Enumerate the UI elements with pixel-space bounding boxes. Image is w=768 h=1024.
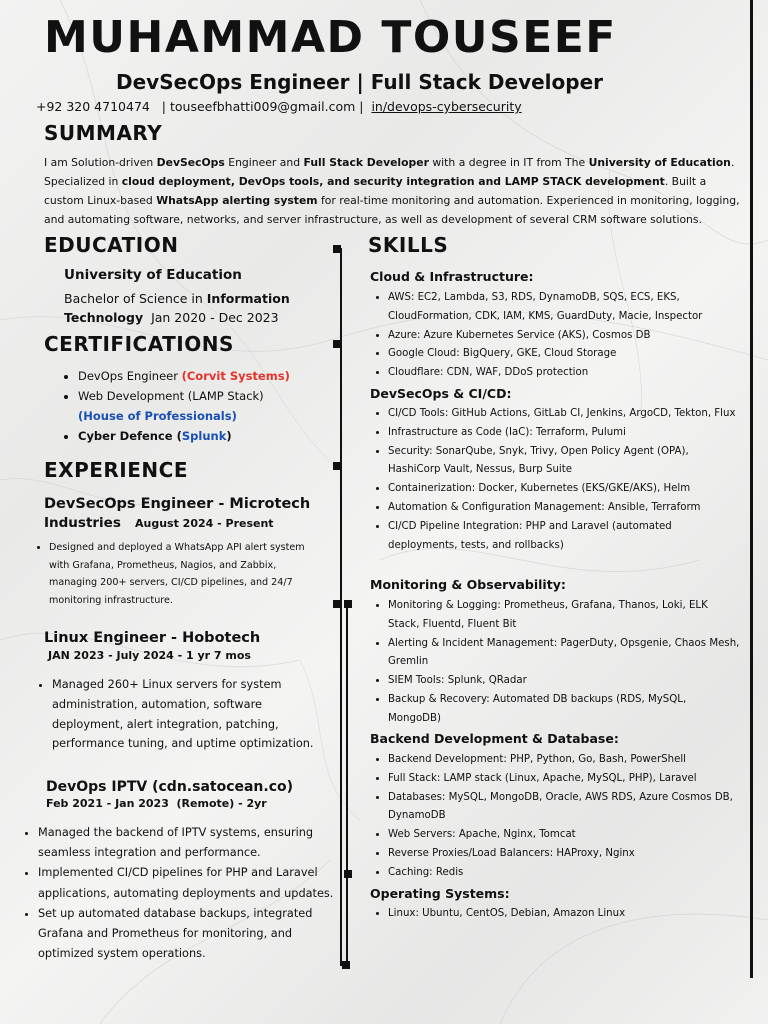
skill-group-list <box>370 289 740 383</box>
job-dates: Feb 2021 - Jan 2023 (Remote) - 2yr <box>46 797 267 810</box>
skill-item: • AWS: EC2, Lambda, S3, RDS, DynamoDB, SQS, ECS, EKS, CloudFormation, CDK, IAM, KMS, GuardDuty, Macie, Inspector <box>388 289 740 327</box>
contact-separator: | <box>161 99 166 114</box>
skill-item: • Monitoring & Logging: Prometheus, Grafana, Thanos, Loki, ELK Stack, Fluentd, Fluent Bit <box>388 597 740 635</box>
education-heading: EDUCATION <box>44 233 179 257</box>
certification-item: • Web Development (LAMP Stack) (House of Professionals) <box>78 386 330 426</box>
job-bullets <box>20 823 338 964</box>
contact-line <box>36 99 522 114</box>
job-title: DevSecOps Engineer - Microtech <box>44 496 311 512</box>
timeline-line-secondary <box>346 604 348 966</box>
skill-group-title: DevSecOps & CI/CD: <box>370 386 512 401</box>
timeline-marker <box>333 462 341 470</box>
email-link[interactable]: touseefbhatti009@gmail.com <box>169 99 356 114</box>
skill-item: • Full Stack: LAMP stack (Linux, Apache, MySQL, PHP), Laravel <box>388 770 740 789</box>
contact-separator: | <box>359 99 364 114</box>
summary-heading: SUMMARY <box>44 121 163 145</box>
right-border-bar <box>750 0 753 978</box>
candidate-role: DevSecOps Engineer | Full Stack Developer <box>116 70 604 94</box>
skill-group-title: Backend Development & Database: <box>370 731 619 746</box>
job-title: Industries August 2024 - Present <box>44 515 274 531</box>
skill-group-title: Cloud & Infrastructure: <box>370 269 534 284</box>
skill-item: • Web Servers: Apache, Nginx, Tomcat <box>388 826 740 845</box>
certification-item: • Cyber Defence (Splunk) <box>78 426 330 446</box>
skill-group-title: Operating Systems: <box>370 886 510 901</box>
skill-item: • Automation & Configuration Management: Ansible, Terraform <box>388 499 740 518</box>
job-bullet: • Set up automated database backups, integrated Grafana and Prometheus for monitoring, and optimized system operations. <box>38 904 338 965</box>
certification-item: • DevOps Engineer (Corvit Systems) <box>78 366 330 386</box>
skill-item: • Containerization: Docker, Kubernetes (EKS/GKE/AKS), Helm <box>388 480 740 499</box>
linkedin-link[interactable]: in/devops-cybersecurity <box>371 99 522 114</box>
skill-item: • Security: SonarQube, Snyk, Trivy, Open Policy Agent (OPA), HashiCorp Vault, Nessus, Burp Suite <box>388 443 740 481</box>
education-school: University of Education <box>64 267 242 283</box>
experience-heading: EXPERIENCE <box>44 458 188 482</box>
phone-number: +92 320 4710474 <box>36 99 150 114</box>
job-title: DevOps IPTV (cdn.satocean.co) <box>46 779 294 795</box>
skill-item: • Alerting & Incident Management: PagerDuty, Opsgenie, Chaos Mesh, Gremlin <box>388 635 740 673</box>
job-bullets <box>31 539 306 609</box>
job-dates: August 2024 - Present <box>134 517 274 530</box>
skill-item: • Reverse Proxies/Load Balancers: HAProxy, Nginx <box>388 845 740 864</box>
education-degree: Bachelor of Science in Information Technology Jan 2020 - Dec 2023 <box>64 291 290 325</box>
skill-item: • Google Cloud: BigQuery, GKE, Cloud Storage <box>388 345 740 364</box>
timeline-marker <box>342 961 350 969</box>
summary-text: I am Solution-driven DevSecOps Engineer and Full Stack Developer with a degree in IT from The University of Education. Specialized in cloud deployment, DevOps tools, and security integration and LAMP STACK development. Built a custom Linux-based WhatsApp alerting system for real-time monitoring and automation. Experienced in monitoring, logging, and automating software, networks, and server infrastructure, as well as development of several CRM software solutions. <box>44 156 740 226</box>
skill-group-list <box>370 905 740 924</box>
timeline-marker <box>344 870 352 878</box>
timeline-marker <box>333 245 341 253</box>
skill-item: • Backup & Recovery: Automated DB backups (RDS, MySQL, MongoDB) <box>388 691 740 729</box>
candidate-name: MUHAMMAD TOUSEEF <box>44 12 617 63</box>
timeline-marker <box>333 600 341 608</box>
certifications-heading: CERTIFICATIONS <box>44 332 234 356</box>
timeline-marker <box>333 340 341 348</box>
skill-item: • CI/CD Pipeline Integration: PHP and Laravel (automated deployments, tests, and rollbacks) <box>388 518 740 556</box>
job-bullet: • Implemented CI/CD pipelines for PHP and Laravel applications, automating deployments and updates. <box>38 863 338 903</box>
skill-group-list <box>370 751 740 883</box>
job-bullet: • Designed and deployed a WhatsApp API alert system with Grafana, Prometheus, Nagios, and Zabbix, managing 200+ servers, CI/CD pipelines, and 24/7 monitoring infrastructure. <box>49 539 306 609</box>
job-bullet: • Managed 260+ Linux servers for system administration, automation, software deployment, alert integration, patching, performance tuning, and uptime optimization. <box>52 675 324 754</box>
skill-group-list <box>370 597 740 729</box>
education-dates: Jan 2020 - Dec 2023 <box>151 310 279 325</box>
job-dates: JAN 2023 - July 2024 - 1 yr 7 mos <box>48 649 251 662</box>
job-bullets <box>34 675 324 754</box>
certifications-list <box>60 366 330 446</box>
skill-item: • Cloudflare: CDN, WAF, DDoS protection <box>388 364 740 383</box>
skill-item: • CI/CD Tools: GitHub Actions, GitLab CI, Jenkins, ArgoCD, Tekton, Flux <box>388 405 740 424</box>
skill-group-list <box>370 405 740 555</box>
skills-heading: SKILLS <box>368 233 449 257</box>
timeline-marker <box>344 600 352 608</box>
skill-item: • Infrastructure as Code (IaC): Terraform, Pulumi <box>388 424 740 443</box>
skill-item: • Databases: MySQL, MongoDB, Oracle, AWS RDS, Azure Cosmos DB, DynamoDB <box>388 789 740 827</box>
skill-item: • SIEM Tools: Splunk, QRadar <box>388 672 740 691</box>
skill-group-title: Monitoring & Observability: <box>370 577 566 592</box>
job-bullet: • Managed the backend of IPTV systems, ensuring seamless integration and performance. <box>38 823 338 863</box>
skill-item: • Linux: Ubuntu, CentOS, Debian, Amazon Linux <box>388 905 740 924</box>
job-title: Linux Engineer - Hobotech <box>44 630 261 646</box>
skill-item: • Azure: Azure Kubernetes Service (AKS), Cosmos DB <box>388 327 740 346</box>
skill-item: • Backend Development: PHP, Python, Go, Bash, PowerShell <box>388 751 740 770</box>
skill-item: • Caching: Redis <box>388 864 740 883</box>
